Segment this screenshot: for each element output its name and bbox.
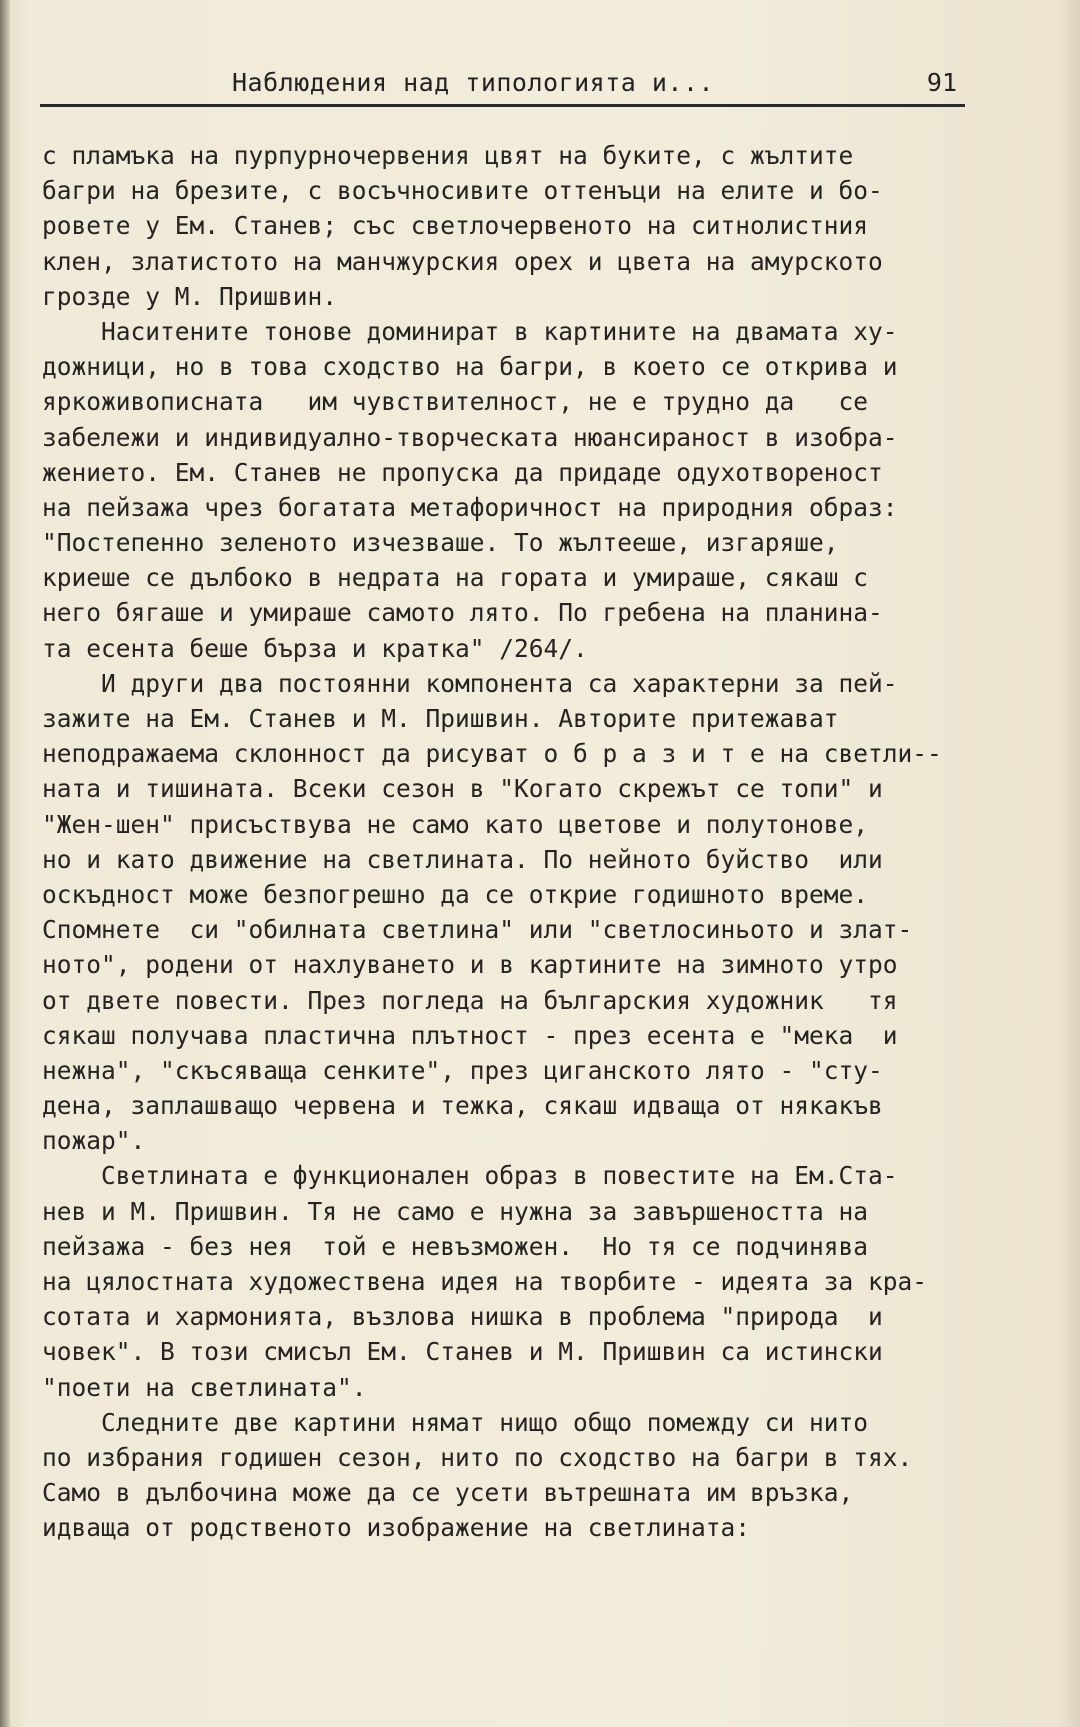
- text-line: неподражаема склонност да рисуват о б р а з и т е на светли--: [42, 739, 942, 769]
- text-line: пейзажа - без нея той е невъзможен. Но тя се подчинява: [42, 1231, 869, 1261]
- text-line: Следните две картини нямат нищо общо помежду си нито: [42, 1407, 869, 1437]
- text-line: на цялостната художествена идея на творбите - идеята за кра-: [42, 1267, 928, 1296]
- text-line: "поети на светлината".: [42, 1372, 367, 1402]
- text-line: сякаш получава пластична плътност - през есента е "мека и: [42, 1020, 898, 1050]
- page-number: 91: [926, 68, 957, 97]
- body-text: [42, 138, 992, 1546]
- text-line: човек". В този смисъл Ем. Станев и М. Пришвин са истински: [42, 1337, 883, 1367]
- text-line: с пламъка на пурпурночервения цвят на буките, с жълтите: [42, 141, 854, 170]
- text-line: него бягаше и умираше самото лято. По гребена на планина-: [42, 598, 883, 628]
- text-line: но и като движение на светлината. По нейното буйство или: [42, 844, 883, 874]
- text-line: ровете у Ем. Станев; със светлочервеното на ситнолистния: [42, 211, 869, 241]
- text-line: нежна", "скъсяваща сенките", през циганското лято - "сту-: [42, 1055, 883, 1085]
- text-line: грозде у М. Пришвин.: [42, 281, 338, 311]
- text-line: багри на брезите, с восъчносивите оттенъци на елите и бо-: [42, 176, 883, 206]
- text-line: клен, златистото на манчжурския орех и цвета на амурското: [42, 246, 883, 276]
- text-line: та есента беше бърза и кратка" /264/.: [42, 633, 588, 663]
- text-line: сотата и хармонията, възлова нишка в проблема "природа и: [42, 1302, 883, 1332]
- text-line: ната и тишината. Всеки сезон в "Когато скрежът се топи" и: [42, 774, 883, 804]
- text-line: забележи и индивидуално-творческата нюансираност в изобра-: [42, 422, 898, 452]
- text-line: зажите на Ем. Станев и М. Пришвин. Авторите притежават: [42, 704, 839, 733]
- text-line: нев и М. Пришвин. Тя не само е нужна за завършеността на: [42, 1196, 869, 1226]
- text-line: "Жен-шен" присъствува не само като цветове и полутонове,: [42, 809, 869, 839]
- text-line: Наситените тонове доминират в картините на двамата ху-: [42, 316, 898, 346]
- text-line: Светлината е функционален образ в повестите на Ем.Ста-: [42, 1161, 898, 1191]
- text-line: дожници, но в това сходство на багри, в което се открива и: [42, 352, 898, 382]
- text-line: криеше се дълбоко в недрата на гората и умираше, сякаш с: [42, 563, 869, 593]
- text-line: оскъдност може безпогрешно да се открие годишното време.: [42, 879, 869, 909]
- text-line: идваща от родственото изображение на светлината:: [42, 1513, 751, 1543]
- text-line: Спомнете си "обилната светлина" или "светлосиньото и злат-: [42, 915, 913, 945]
- text-line: пожар".: [42, 1126, 146, 1156]
- page-header: [40, 62, 965, 107]
- text-line: по избрания годишен сезон, нито по сходство на багри в тях.: [42, 1442, 913, 1472]
- text-line: яркоживописната им чувствителност, не е трудно да се: [42, 387, 869, 417]
- text-line: жението. Ем. Станев не пропуска да придаде одухотвореност: [42, 457, 883, 487]
- running-title: Наблюдения над типологията и...: [232, 68, 715, 97]
- text-line: дена, заплашващо червена и тежка, сякаш идваща от някакъв: [42, 1091, 883, 1121]
- text-line: на пейзажа чрез богатата метафоричност на природния образ:: [42, 492, 898, 522]
- text-line: Само в дълбочина може да се усети вътрешната им връзка,: [42, 1478, 854, 1508]
- text-line: ното", родени от нахлуването и в картините на зимното утро: [42, 950, 898, 980]
- text-line: И други два постоянни компонента са характерни за пей-: [42, 668, 898, 698]
- text-line: от двете повести. През погледа на българския художник тя: [42, 985, 898, 1015]
- page-binding-shadow: [0, 0, 10, 1727]
- text-line: "Постепенно зеленото изчезваше. То жълтееше, изгаряше,: [42, 528, 839, 558]
